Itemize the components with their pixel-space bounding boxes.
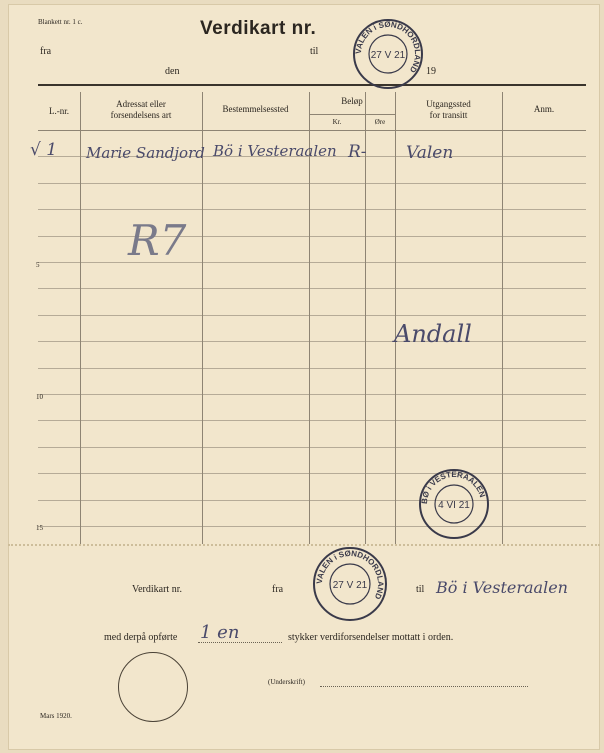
count-underline (198, 642, 282, 643)
year-prefix: 19 (426, 66, 436, 77)
grid-row-line (38, 209, 586, 210)
postmark-middle-ring-text: BØ i VESTERAALEN (419, 469, 488, 505)
form-title: Verdikart nr. (200, 18, 317, 39)
grid-row-line (38, 447, 586, 448)
row-marker-10: 10 (36, 393, 43, 401)
entry-amount: R- (348, 142, 367, 162)
form-number: Blankett nr. 1 c. (38, 18, 83, 26)
row-marker-5: 5 (36, 261, 40, 269)
mark-r7: R7 (128, 216, 187, 265)
entry-addressee: Marie Sandjord (86, 144, 205, 162)
signature-handwritten: Andall (394, 320, 472, 348)
header-addressee-line2: forsendelsens art (110, 110, 172, 120)
footer-date: Mars 1920. (40, 712, 72, 720)
grid-row-line (38, 236, 586, 237)
grid-row-line (38, 473, 586, 474)
entry-lnr: √ 1 (30, 140, 58, 160)
count-suffix: stykker verdiforsendelser mottatt i orden. (288, 632, 454, 643)
grid-row-line (38, 315, 586, 316)
grid-header-line (38, 130, 586, 131)
grid-amount-subline (309, 114, 395, 115)
perforation-line (8, 544, 600, 546)
postmark-stamp-top (352, 18, 424, 95)
header-rule (38, 84, 586, 86)
postmark-middle-date: 4 VI 21 (438, 500, 470, 511)
svg-text:VALEN i SØNDHORDLAND (354, 20, 422, 74)
document-sheet (8, 4, 600, 750)
header-addressee-line1: Adressat eller (116, 99, 166, 109)
from-label: fra (40, 46, 52, 57)
signature-line (320, 686, 528, 687)
postmark-bottom-date: 27 V 21 (332, 580, 368, 591)
header-origin-line2: for transitt (429, 110, 468, 120)
header-ore: Øre (374, 118, 386, 126)
date-label: den (165, 66, 180, 77)
count-prefix: med derpå opførte (104, 632, 178, 643)
header-destination: Bestemmelsessted (222, 104, 289, 114)
grid-row-line (38, 183, 586, 184)
grid-row-line (38, 341, 586, 342)
postmark-top-ring-text: VALEN i SØNDHORDLAND (353, 19, 423, 75)
receipt-to-value: Bö i Vesteraalen (436, 578, 568, 597)
postmark-top-date: 27 V 21 (370, 50, 406, 61)
row-marker-15: 15 (36, 524, 43, 532)
grid-column-line (80, 92, 81, 544)
signature-label: (Underskrift) (268, 678, 305, 686)
to-label: til (310, 46, 319, 57)
receipt-to-label: til (416, 584, 425, 595)
grid-row-line (38, 394, 586, 395)
postmark-stamp-bottom (312, 546, 388, 627)
receipt-label: Verdikart nr. (132, 584, 182, 595)
header-remarks: Anm. (533, 104, 555, 114)
grid-row-line (38, 500, 586, 501)
postmark-stamp-middle (418, 468, 490, 545)
seal-circle (118, 652, 188, 722)
header-amount: Beløp (341, 96, 363, 106)
receipt-from-label: fra (272, 584, 284, 595)
grid-row-line (38, 420, 586, 421)
grid-column-line (502, 92, 503, 544)
grid-column-line (395, 92, 396, 544)
count-value: 1 en (200, 622, 240, 643)
grid-row-line (38, 368, 586, 369)
grid-row-line (38, 526, 586, 527)
postmark-bottom-ring-text: VALEN i SØNDHORDLAND (314, 548, 386, 601)
header-kr: Kr. (332, 118, 342, 126)
entry-origin: Valen (406, 143, 454, 163)
header-lnr: L.-nr. (49, 106, 69, 116)
grid-row-line (38, 262, 586, 263)
grid-row-line (38, 288, 586, 289)
header-origin-line1: Utgangssted (426, 99, 471, 109)
entry-destination: Bö i Vesteraalen (213, 142, 337, 160)
